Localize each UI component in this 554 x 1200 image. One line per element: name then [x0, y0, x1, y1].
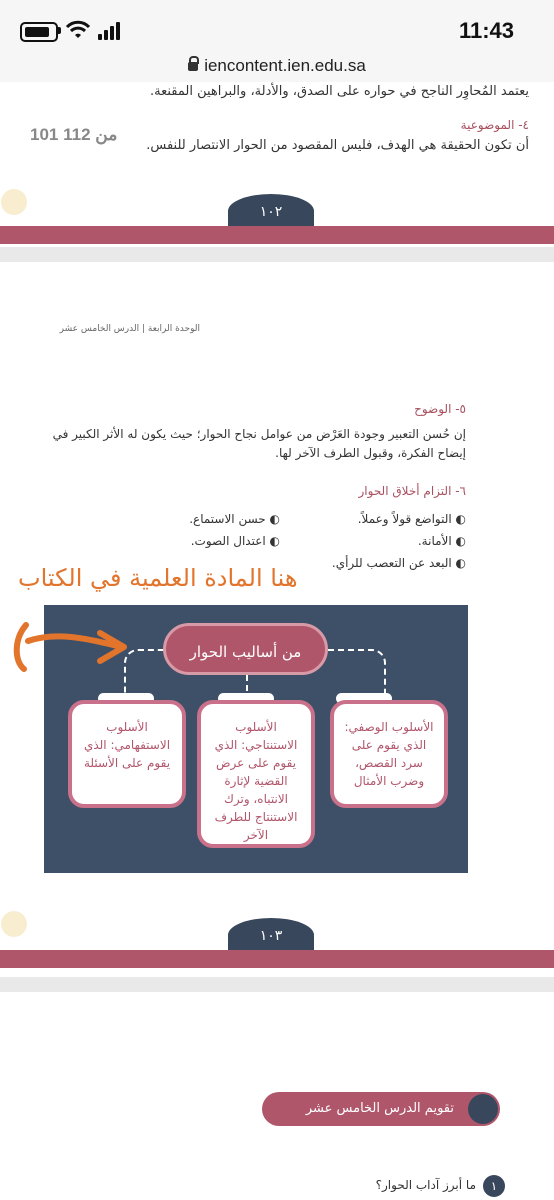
book-page-104: [0, 992, 554, 1200]
question-number: ١: [483, 1175, 505, 1197]
clock: 11:43: [458, 18, 514, 43]
deco-logo-icon: [0, 182, 40, 222]
footer-band: [0, 950, 554, 968]
book-page-103: [0, 262, 554, 977]
battery-icon: [20, 22, 58, 42]
ethics-item: ◐ البعد عن التعصب للرأي.: [331, 556, 466, 570]
page1-line1: يعتمد المُحاوِر الناجح في حواره على الصدق، والأدلة، والبراهين المقنعة.: [150, 84, 529, 99]
card-descriptive: الأسلوب الوصفي: الذي يقوم على سرد القصص، وضرب الأمثال: [330, 700, 448, 808]
lesson-title: تقويم الدرس الخامس عشر: [305, 1101, 454, 1116]
battery-tip: [58, 27, 61, 34]
handwritten-note: هنا المادة العلمية في الكتاب: [18, 564, 298, 592]
cellular-signal-icon: [98, 22, 120, 40]
card-deductive: الأسلوب الاستنتاجي: الذي يقوم على عرض القضية لإثارة الانتباه، وترك الاستنتاج للطرف الآخر: [197, 700, 315, 848]
url-display[interactable]: [0, 56, 554, 76]
page-number-tab: ١٠٢: [228, 194, 314, 228]
section6-heading: ٦- التزام أخلاق الحوار: [358, 484, 466, 498]
page-number-tab: ١٠٣: [228, 918, 314, 952]
deco-logo-icon: [0, 904, 40, 944]
page-counter: 101 من 112: [30, 125, 118, 144]
book-page-102: [0, 82, 554, 247]
lesson-title-bar: [262, 1092, 500, 1126]
breadcrumb: الوحدة الرابعة | الدرس الخامس عشر: [59, 324, 200, 334]
section5-heading: ٥- الوضوح: [414, 402, 466, 416]
evaluation-icon: [468, 1094, 498, 1124]
lock-icon: [188, 62, 198, 71]
footer-band: [0, 226, 554, 244]
wifi-icon: [66, 20, 90, 40]
ethics-item: ◐ حسن الاستماع.: [189, 512, 280, 526]
hand-drawn-arrow-icon: [8, 617, 133, 677]
page1-line2: أن تكون الحقيقة هي الهدف، فليس المقصود من الحوار الانتصار للنفس.: [146, 138, 529, 153]
card-interrogative: الأسلوب الاستفهامي: الذي يقوم على الأسئلة: [68, 700, 186, 808]
url-text: iencontent.ien.edu.sa: [204, 56, 366, 75]
page1-heading: ٤- الموضوعية: [460, 118, 529, 132]
ethics-item: ◐ التواضع قولاً وعملاً.: [357, 512, 466, 526]
ethics-item: ◐ الأمانة.: [417, 534, 466, 548]
ethics-item: ◐ اعتدال الصوت.: [190, 534, 280, 548]
diagram-title: من أساليب الحوار: [163, 623, 328, 675]
section5-line1: إن حُسن التعبير وجودة العَرْض من عوامل نجاح الحوار؛ حيث يكون له الأثر الكبير في: [52, 427, 466, 441]
section5-line2: إيضاح الفكرة، وقبول الطرف الآخر لها.: [275, 446, 466, 460]
question-text: ما أبرز آداب الحوار؟: [375, 1178, 476, 1192]
status-bar: [0, 0, 554, 52]
